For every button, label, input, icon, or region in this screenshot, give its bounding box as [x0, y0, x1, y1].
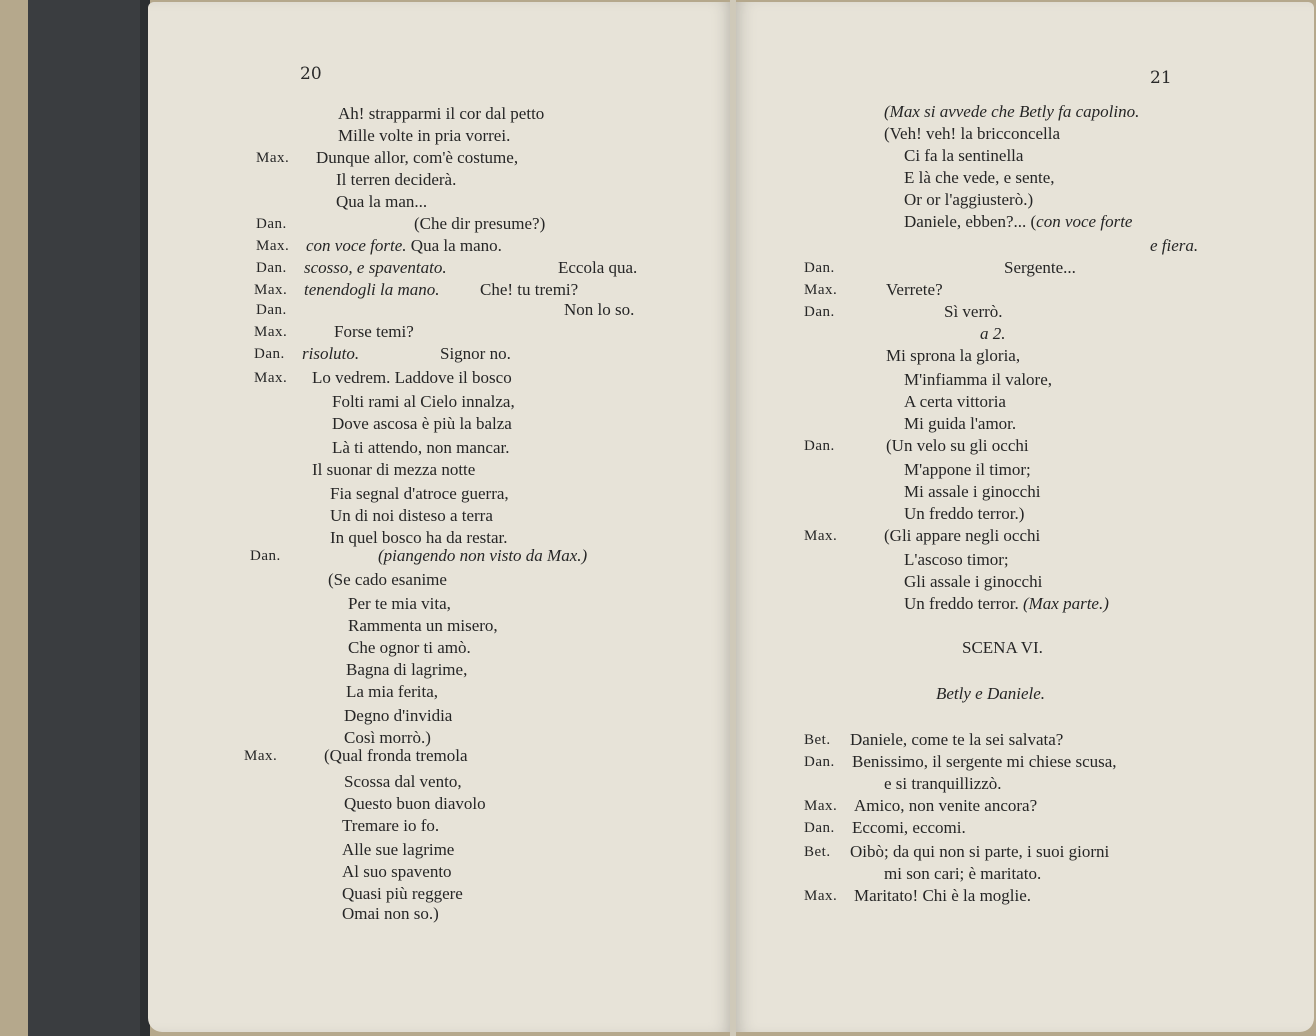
stage-direction: a 2. [980, 324, 1006, 343]
verse-line: Omai non so.) [342, 904, 439, 923]
verse-line: Non lo so. [564, 300, 635, 319]
verse-line: Il suonar di mezza notte [312, 460, 476, 479]
verse-line: Oibò; da qui non si parte, i suoi giorni [850, 842, 1110, 861]
verse-line: Mi guida l'amor. [904, 414, 1017, 433]
verse-line: con voce forte. Qua la mano. [306, 236, 502, 255]
verse-line: Gli assale i ginocchi [904, 572, 1043, 591]
verse-line: Lo vedrem. Laddove il bosco [312, 368, 512, 387]
verse-line: Signor no. [440, 344, 511, 363]
verse-line: Un freddo terror.) [904, 504, 1025, 523]
verse-line: Mille volte in pria vorrei. [338, 126, 511, 145]
verse-line: L'ascoso timor; [904, 550, 1009, 569]
verse-line: Amico, non venite ancora? [854, 796, 1038, 815]
stage-direction: tenendogli la mano. [304, 280, 440, 299]
verse-line: Sergente... [1004, 258, 1076, 277]
verse-line: Folti rami al Cielo innalza, [332, 392, 515, 411]
verse-line: Daniele, come te la sei salvata? [850, 730, 1064, 749]
stage-direction: (piangendo non visto da Max.) [378, 546, 588, 565]
verse-line: Un freddo terror. (Max parte.) [904, 594, 1109, 613]
stage-direction: risoluto. [302, 344, 360, 363]
verse-line: Al suo spavento [342, 862, 452, 881]
verse-line: Così morrò.) [344, 728, 431, 747]
verse-line: Forse temi? [334, 322, 414, 341]
verse-line: Benissimo, il sergente mi chiese scusa, [852, 752, 1117, 771]
stage-direction: (Max si avvede che Betly fa capolino. [884, 102, 1140, 121]
verse-line: (Veh! veh! la bricconcella [884, 124, 1061, 143]
verse-line: Un di noi disteso a terra [330, 506, 493, 525]
verse-line: Dove ascosa è più la balza [332, 414, 512, 433]
verse-line: E là che vede, e sente, [904, 168, 1055, 187]
speaker-label: Max. [254, 324, 288, 340]
verse-line: Ah! strapparmi il cor dal petto [338, 104, 545, 123]
verse-line: Mi assale i ginocchi [904, 482, 1041, 501]
speaker-label: Dan. [804, 304, 835, 320]
verse-line: A certa vittoria [904, 392, 1006, 411]
verse-line: Che ognor ti amò. [348, 638, 471, 657]
speaker-label: Max. [256, 238, 290, 254]
verse-line: Ci fa la sentinella [904, 146, 1024, 165]
verse-line: Questo buon diavolo [344, 794, 486, 813]
verse-line: Tremare io fo. [342, 816, 440, 835]
speaker-label: Max. [804, 798, 838, 814]
speaker-label: Max. [804, 888, 838, 904]
verse-line: Eccomi, eccomi. [852, 818, 966, 837]
verse-line: (Qual fronda tremola [324, 746, 468, 765]
speaker-label: Bet. [804, 732, 831, 748]
verse-line: Il terren deciderà. [336, 170, 457, 189]
verse-line: Quasi più reggere [342, 884, 463, 903]
speaker-label: Dan. [804, 754, 835, 770]
speaker-label: Dan. [250, 548, 281, 564]
verse-line: (Se cado esanime [328, 570, 447, 589]
verse-line: Or or l'aggiusterò.) [904, 190, 1034, 209]
verse-line: Sì verrò. [944, 302, 1003, 321]
verse-line: Daniele, ebben?... (con voce forte [904, 212, 1133, 231]
verse-line: Mi sprona la gloria, [886, 346, 1021, 365]
speaker-label: Max. [254, 282, 288, 298]
verse-line: Alle sue lagrime [342, 840, 455, 859]
verse-line: Qua la man... [336, 192, 428, 211]
speaker-label: Dan. [256, 216, 287, 232]
stage-direction: Betly e Daniele. [936, 684, 1046, 703]
verse-line: Per te mia vita, [348, 594, 451, 613]
verse-line: M'infiamma il valore, [904, 370, 1052, 389]
speaker-label: Max. [244, 748, 278, 764]
verse-line: Rammenta un misero, [348, 616, 498, 635]
verse-line: (Che dir presume?) [414, 214, 546, 233]
speaker-label: Dan. [256, 302, 287, 318]
speaker-label: Bet. [804, 844, 831, 860]
verse-line: Fia segnal d'atroce guerra, [330, 484, 509, 503]
verse-line: Scossa dal vento, [344, 772, 462, 791]
verse-line: e si tranquillizzò. [884, 774, 1002, 793]
speaker-label: Max. [804, 528, 838, 544]
verse-line: Maritato! Chi è la moglie. [854, 886, 1032, 905]
verse-line: M'appone il timor; [904, 460, 1031, 479]
speaker-label: Max. [256, 150, 290, 166]
speaker-label: Max. [254, 370, 288, 386]
stage-direction: e fiera. [1150, 236, 1199, 255]
verse-line: Degno d'invidia [344, 706, 453, 725]
speaker-label: Dan. [256, 260, 287, 276]
speaker-label: Dan. [804, 260, 835, 276]
speaker-label: Max. [804, 282, 838, 298]
verse-line: Dunque allor, com'è costume, [316, 148, 519, 167]
verse-line: SCENA VI. [962, 638, 1043, 657]
verse-line: La mia ferita, [346, 682, 439, 701]
verse-line: Bagna di lagrime, [346, 660, 468, 679]
verse-line: Che! tu tremi? [480, 280, 579, 299]
speaker-label: Dan. [804, 820, 835, 836]
stage-direction: scosso, e spaventato. [304, 258, 447, 277]
left-page-number: 20 [300, 64, 322, 84]
verse-line: (Gli appare negli occhi [884, 526, 1041, 545]
verse-line: (Un velo su gli occhi [886, 436, 1029, 455]
verse-line: Eccola qua. [558, 258, 638, 277]
book-gutter [730, 0, 736, 1036]
verse-line: mi son cari; è maritato. [884, 864, 1042, 883]
speaker-label: Dan. [254, 346, 285, 362]
verse-line: Là ti attendo, non mancar. [332, 438, 510, 457]
verse-line: In quel bosco ha da restar. [330, 528, 508, 547]
speaker-label: Dan. [804, 438, 835, 454]
book-spine [28, 0, 146, 1036]
right-page-number: 21 [1150, 68, 1172, 88]
verse-line: Verrete? [886, 280, 943, 299]
